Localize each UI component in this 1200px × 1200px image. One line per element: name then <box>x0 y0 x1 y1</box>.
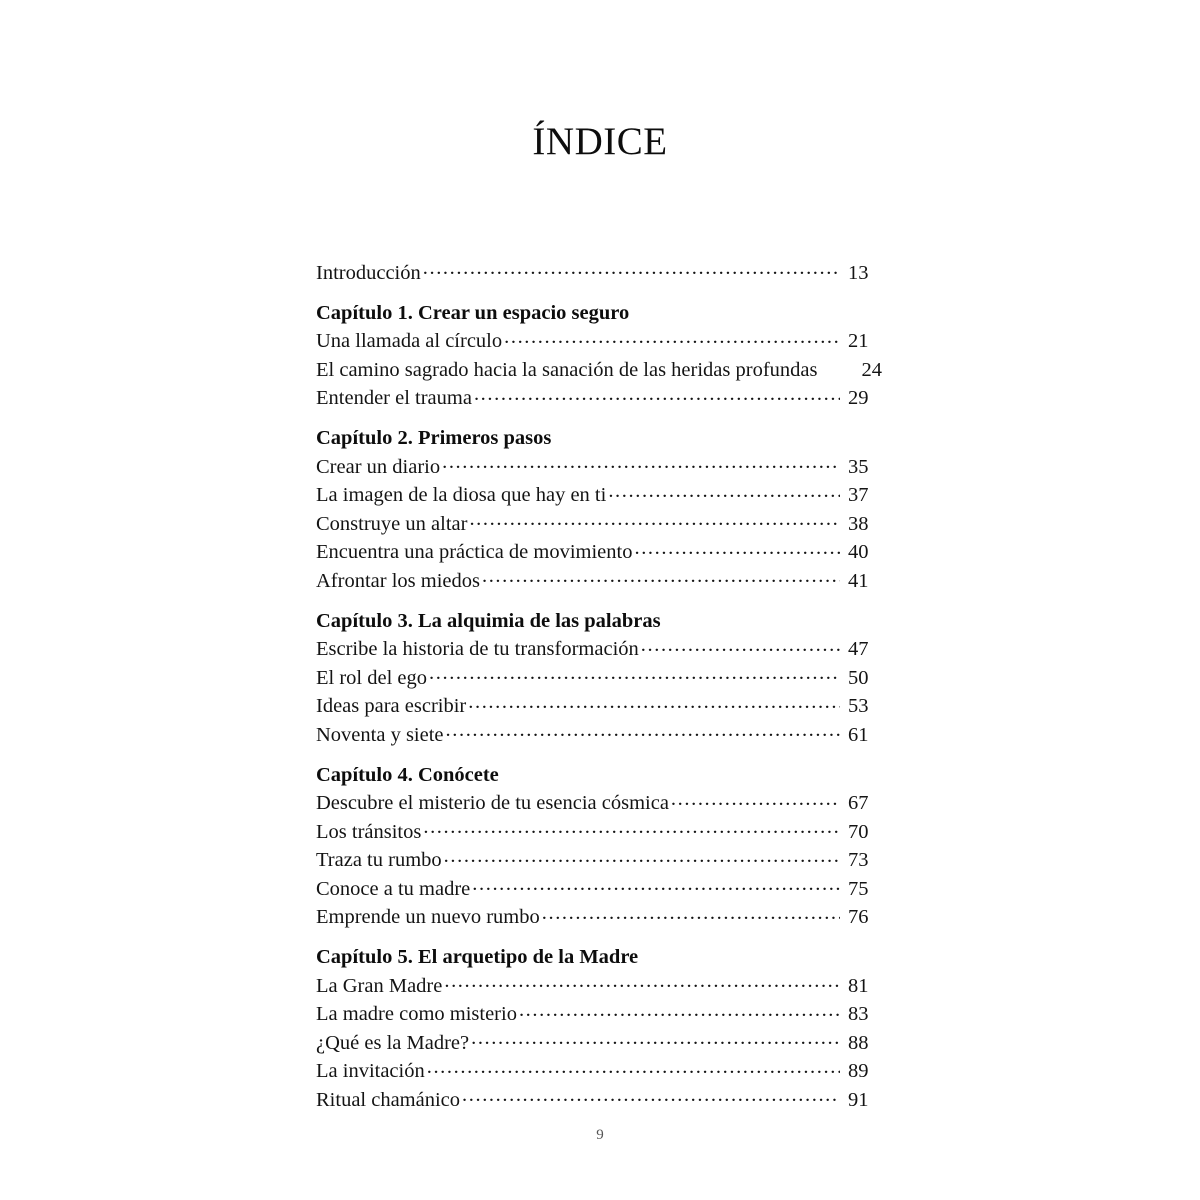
table-of-contents <box>316 258 882 1114</box>
toc-entry[interactable] <box>316 355 882 384</box>
chapter-heading: Capítulo 4. Conócete <box>316 763 499 786</box>
toc-entry-title: Escribe la historia de tu transformación <box>316 638 639 660</box>
toc-entry[interactable] <box>316 481 882 510</box>
toc-entry-page-number: 35 <box>848 455 869 478</box>
toc-section <box>316 944 882 1114</box>
dot-leader <box>818 355 857 376</box>
dot-leader <box>634 538 840 559</box>
toc-entry-title: Noventa y siete <box>316 723 444 746</box>
toc-entry[interactable] <box>316 1028 882 1057</box>
dot-leader <box>671 789 840 810</box>
toc-entry-title: Introducción <box>316 261 421 284</box>
dot-leader <box>472 874 840 895</box>
toc-entry[interactable] <box>316 452 882 481</box>
toc-entry-title: Crear un diario <box>316 455 441 478</box>
chapter-heading: Capítulo 5. El arquetipo de la Madre <box>316 946 639 968</box>
dot-leader <box>468 692 840 713</box>
toc-entry-title: Los tránsitos <box>316 820 422 843</box>
toc-section <box>316 608 882 749</box>
toc-entry-page-number: 53 <box>848 695 869 717</box>
chapter-heading: Capítulo 1. Crear un espacio seguro <box>316 301 630 324</box>
toc-entry[interactable] <box>316 1057 882 1086</box>
toc-section <box>316 300 882 413</box>
toc-entry-page-number: 61 <box>848 723 869 746</box>
dot-leader <box>462 1085 840 1106</box>
toc-entry-page-number: 88 <box>848 1031 869 1054</box>
toc-entry-title: La Gran Madre <box>316 974 443 997</box>
toc-entry-title: Descubre el misterio de tu esencia cósmica <box>316 792 669 814</box>
toc-entry-title: La imagen de la diosa que hay en ti <box>316 484 607 506</box>
dot-leader <box>482 566 840 587</box>
toc-entry[interactable] <box>316 384 882 413</box>
dot-leader <box>444 971 840 992</box>
toc-entry-title: La madre como misterio <box>316 1003 517 1025</box>
dot-leader <box>504 327 840 348</box>
dot-leader <box>608 481 840 502</box>
toc-entry-page-number: 67 <box>848 792 869 814</box>
dot-leader <box>641 635 840 656</box>
toc-entry-page-number: 40 <box>848 541 869 563</box>
page-folio-number: 9 <box>596 1127 604 1143</box>
toc-entry[interactable] <box>316 509 882 538</box>
toc-entry-page-number: 41 <box>848 569 869 592</box>
dot-leader <box>519 1000 840 1021</box>
toc-entry[interactable] <box>316 874 882 903</box>
toc-entry-page-number: 81 <box>848 974 869 997</box>
dot-leader <box>542 903 840 924</box>
toc-entry[interactable] <box>316 635 882 664</box>
toc-entry-page-number: 47 <box>848 638 869 660</box>
dot-leader <box>444 846 840 867</box>
toc-entry[interactable] <box>316 663 882 692</box>
dot-leader <box>446 720 840 741</box>
toc-entry[interactable] <box>316 1000 882 1029</box>
toc-entry-page-number: 21 <box>848 330 869 352</box>
toc-entry-page-number: 76 <box>848 906 869 928</box>
toc-entry[interactable] <box>316 971 882 1000</box>
toc-entry[interactable] <box>316 720 882 749</box>
dot-leader <box>474 384 840 405</box>
toc-entry-title: Ritual chamánico <box>316 1088 461 1111</box>
toc-entry-title: ¿Qué es la Madre? <box>316 1031 470 1054</box>
toc-entry-title: Entender el trauma <box>316 387 472 409</box>
toc-entry-page-number: 13 <box>848 261 869 284</box>
dot-leader <box>427 1057 840 1078</box>
dot-leader <box>429 663 840 684</box>
toc-entry-page-number: 75 <box>848 877 869 900</box>
toc-entry-page-number: 73 <box>848 849 869 871</box>
toc-entry-title: El rol del ego <box>316 666 428 689</box>
toc-entry-page-number: 70 <box>848 820 869 843</box>
dot-leader <box>471 1028 840 1049</box>
toc-entry-title: Ideas para escribir <box>316 695 467 717</box>
toc-entry-page-number: 50 <box>848 666 869 689</box>
toc-entry-title: Emprende un nuevo rumbo <box>316 906 540 928</box>
toc-entry-page-number: 91 <box>848 1088 869 1111</box>
page-title: ÍNDICE <box>532 120 668 163</box>
toc-entry-title: Conoce a tu madre <box>316 877 471 900</box>
toc-section <box>316 762 882 932</box>
toc-entry-title: Construye un altar <box>316 512 468 535</box>
toc-entry[interactable] <box>316 538 882 567</box>
toc-entry[interactable] <box>316 1085 882 1114</box>
toc-entry[interactable] <box>316 903 882 932</box>
toc-entry-title: Una llamada al círculo <box>316 330 503 352</box>
toc-entry-page-number: 29 <box>848 387 869 409</box>
toc-entry[interactable] <box>316 817 882 846</box>
toc-section <box>316 258 882 287</box>
toc-entry[interactable] <box>316 566 882 595</box>
dot-leader <box>469 509 840 530</box>
toc-entry[interactable] <box>316 789 882 818</box>
toc-section <box>316 425 882 595</box>
toc-entry[interactable] <box>316 692 882 721</box>
toc-entry-title: El camino sagrado hacia la sanación de las heridas profundas <box>316 358 818 381</box>
toc-entry-title: Encuentra una práctica de movimiento <box>316 541 633 563</box>
dot-leader <box>423 817 840 838</box>
dot-leader <box>442 452 840 473</box>
toc-entry-title: Afrontar los miedos <box>316 569 480 592</box>
toc-entry[interactable] <box>316 327 882 356</box>
chapter-heading: Capítulo 3. La alquimia de las palabras <box>316 609 661 632</box>
toc-entry-title: La invitación <box>316 1060 425 1082</box>
chapter-heading: Capítulo 2. Primeros pasos <box>316 427 552 449</box>
toc-entry-page-number: 37 <box>848 484 869 506</box>
toc-entry[interactable] <box>316 846 882 875</box>
toc-entry-page-number: 38 <box>848 512 869 535</box>
toc-entry-title: Traza tu rumbo <box>316 849 442 871</box>
toc-entry-page-number: 89 <box>848 1060 869 1082</box>
toc-entry-page-number: 83 <box>848 1003 869 1025</box>
toc-entry-page-number: 24 <box>861 358 882 381</box>
dot-leader <box>423 258 840 279</box>
toc-entry[interactable] <box>316 258 882 287</box>
